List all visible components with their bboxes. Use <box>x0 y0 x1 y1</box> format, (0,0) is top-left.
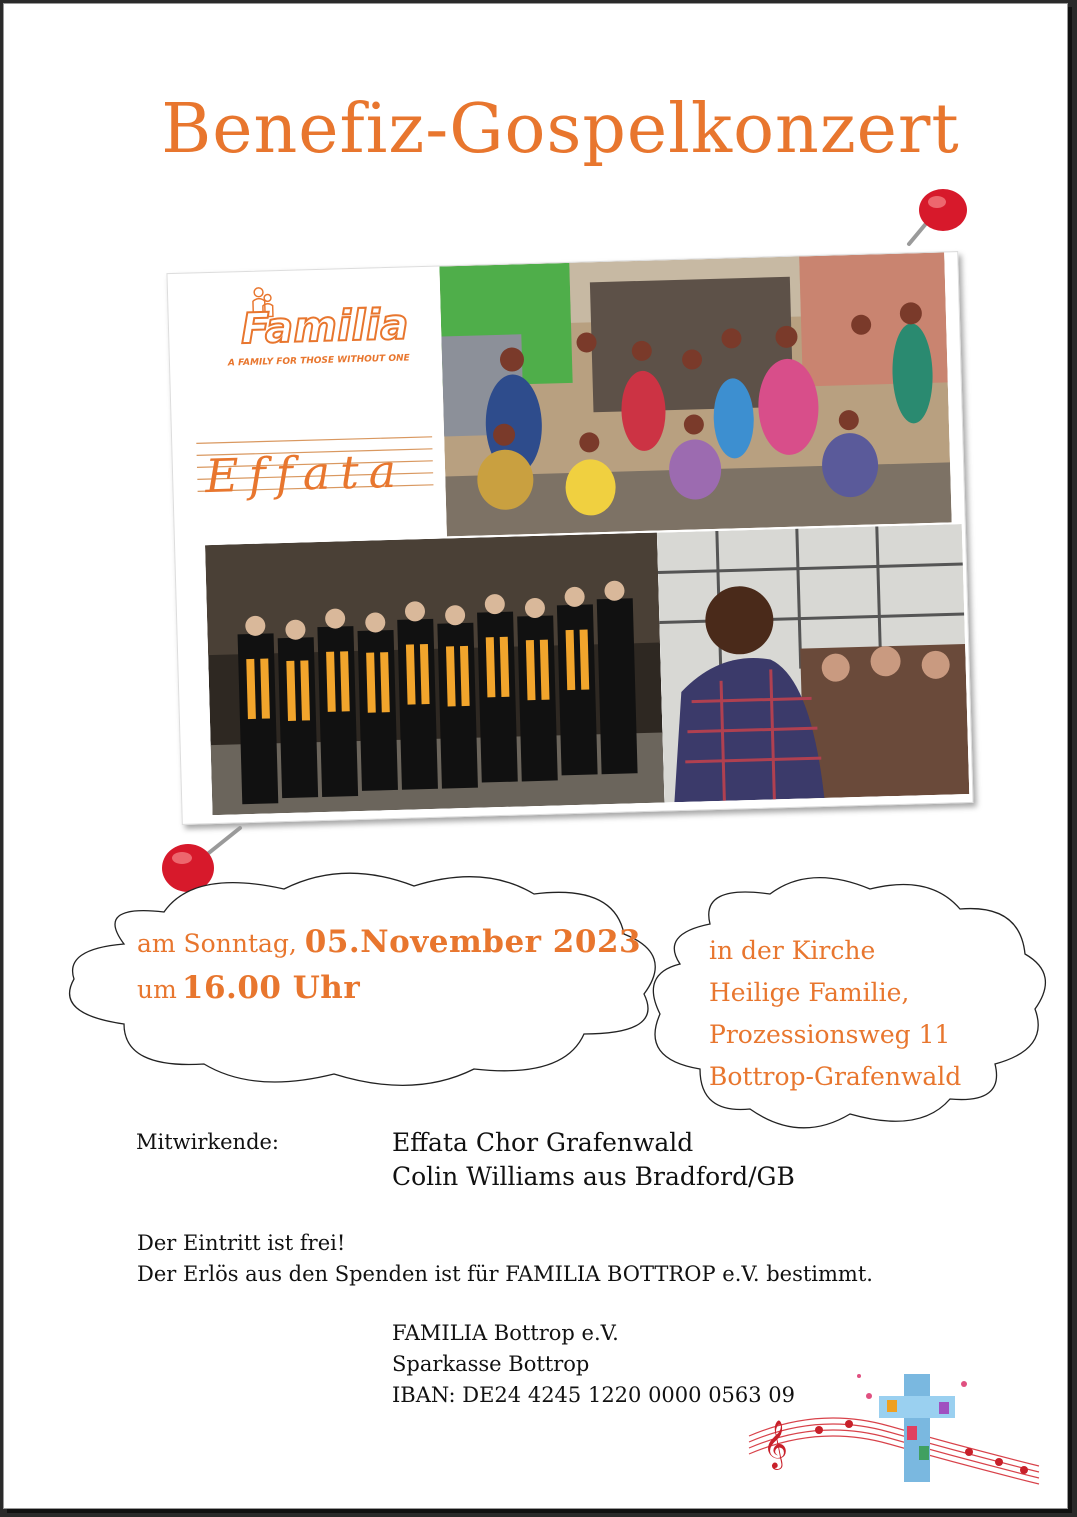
page-title: Benefiz-Gospelkonzert <box>161 90 960 169</box>
location-block <box>709 930 961 1098</box>
event-date: 05.November 2023 <box>304 924 642 960</box>
pushpin-top-icon <box>899 182 979 252</box>
location-line-1: in der Kirche <box>709 936 876 965</box>
admission-free: Der Eintritt ist frei! <box>137 1231 346 1255</box>
music-cross-decoration <box>739 1366 1049 1486</box>
bank-account-holder: FAMILIA Bottrop e.V. <box>392 1321 619 1345</box>
donation-note: Der Erlös aus den Spenden ist für FAMILIA BOTTROP e.V. bestimmt. <box>137 1262 873 1286</box>
familia-logo-text: Familia <box>240 299 410 354</box>
familia-tagline: A FAMILY FOR THOSE WITHOUT ONE <box>227 353 410 369</box>
bank-name: Sparkasse Bottrop <box>392 1352 590 1376</box>
performer-soloist: Colin Williams aus Bradford/GB <box>392 1162 795 1191</box>
conductor-photo <box>657 524 969 802</box>
location-line-4: Bottrop-Grafenwald <box>709 1062 962 1091</box>
event-time: 16.00 Uhr <box>181 970 361 1006</box>
date-prefix: am Sonntag, <box>137 929 297 958</box>
bank-details <box>392 1318 795 1411</box>
admission-notes <box>137 1228 873 1290</box>
performer-choir: Effata Chor Grafenwald <box>392 1128 694 1157</box>
photo-collage <box>166 251 973 825</box>
bank-iban: IBAN: DE24 4245 1220 0000 0563 09 <box>392 1383 796 1407</box>
date-block <box>137 924 641 1006</box>
time-prefix: um <box>137 975 177 1004</box>
location-line-2: Heilige Familie, <box>709 978 910 1007</box>
performers-label: Mitwirkende: <box>136 1130 280 1154</box>
svg-text:𝄞: 𝄞 <box>763 1419 788 1468</box>
choir-photo <box>205 533 664 816</box>
effata-logo-text: Effata <box>204 443 407 504</box>
location-line-3: Prozessionsweg 11 <box>709 1020 951 1049</box>
flyer-page <box>3 3 1068 1509</box>
logo-panel <box>178 273 447 525</box>
children-group-photo <box>439 252 951 536</box>
